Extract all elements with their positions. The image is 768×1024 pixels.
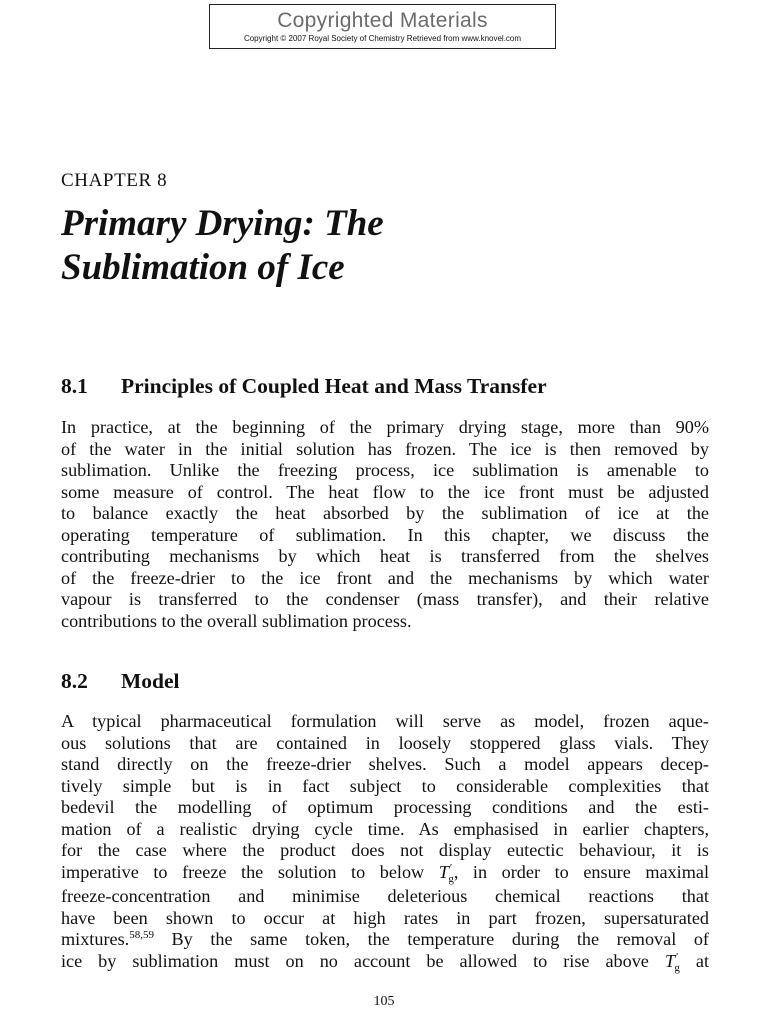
citation-reference: 58,59 [129,929,154,941]
section-title: Model [121,669,180,693]
section-1-paragraph [61,417,709,632]
text-line-with-citation: mixtures.$^{58,59}$ By the same token, the temperature during the removal of [61,929,709,949]
page-number: 105 [373,994,395,1009]
text-line: bedevil the modelling of optimum processing conditions and the esti- [61,797,709,817]
section-heading-8-1 [61,374,547,399]
text-line-with-symbol: ice by sublimation must on no account be allowed to rise above $T'_g$ at [61,950,710,974]
text-line: freeze-concentration and minimise deleterious chemical reactions that [61,886,709,906]
text-line: of the water in the initial solution has frozen. The ice is then removed by [61,438,709,459]
text-line: mation of a realistic drying cycle time. As emphasised in earlier chapters, [61,818,709,839]
text-line: stand directly on the freeze-drier shelves. Such a model appears decep- [61,754,709,774]
text-line: contributing mechanisms by which heat is transferred from the shelves [61,546,709,566]
chapter-title [61,202,384,290]
section-2-paragraph [61,711,709,975]
text-line-with-symbol: imperative to freeze the solution to below $T'_g$, in order to ensure maximal [61,861,710,885]
section-number: 8.2 [61,669,88,693]
text-line: have been shown to occur at high rates in part frozen, supersaturated [61,907,709,928]
text-line: vapour is transferred to the condenser (mass transfer), and their relative [61,589,709,609]
text-line: to balance exactly the heat absorbed by the sublimation of ice at the [61,503,709,523]
text-line: ous solutions that are contained in loosely stoppered glass vials. They [61,732,709,753]
chapter-title-line-1: Primary Drying: The [61,203,384,244]
text-line: for the case where the product does not display eutectic behaviour, it is [61,840,709,860]
text-line: sublimation. Unlike the freezing process, ice sublimation is amenable to [61,460,709,480]
section-title: Principles of Coupled Heat and Mass Transfer [121,374,547,398]
section-number: 8.1 [61,374,88,398]
text-line: contributions to the overall sublimation process. [61,610,412,631]
chapter-title-line-2: Sublimation of Ice [61,247,345,288]
tg-prime-symbol: $T'_g$ [664,950,680,974]
text-line: some measure of control. The heat flow to the ice front must be adjusted [61,481,709,502]
chapter-label: CHAPTER 8 [61,170,168,191]
banner-subtitle: Copyright © 2007 Royal Society of Chemistry Retrieved from www.knovel.com [243,34,522,43]
banner-title: Copyrighted Materials [277,9,488,32]
text-line: tively simple but is in fact subject to considerable complexities that [61,775,709,796]
text-line: of the freeze-drier to the ice front and the mechanisms by which water [61,567,709,588]
text-line: A typical pharmaceutical formulation will serve as model, frozen aque- [61,711,709,731]
text-line: In practice, at the beginning of the primary drying stage, more than 90% [61,417,709,437]
tg-prime-symbol: $T'_g$ [438,861,454,885]
section-heading-8-2 [61,669,180,694]
copyright-banner [209,4,556,49]
text-line: operating temperature of sublimation. In this chapter, we discuss the [61,524,709,545]
